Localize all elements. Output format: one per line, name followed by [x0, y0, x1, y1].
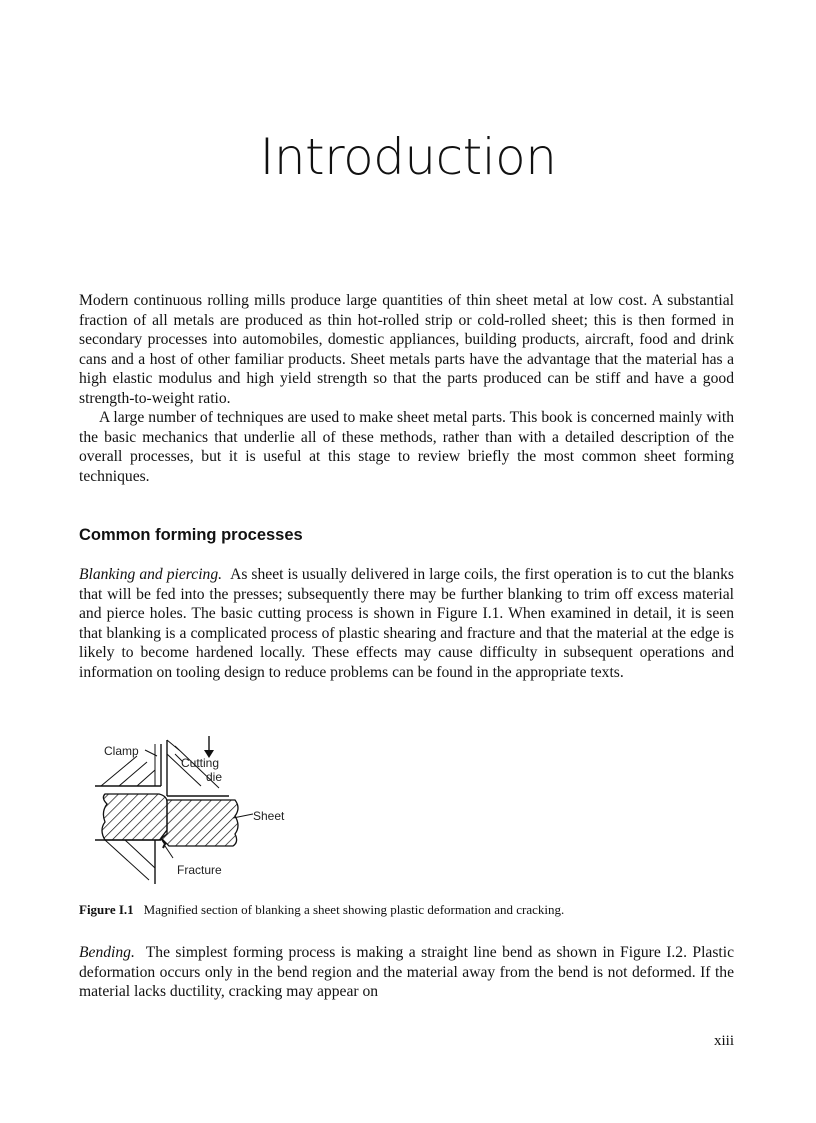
- blanking-text-paragraph: [79, 565, 734, 682]
- bending-text-paragraph: [79, 943, 734, 1002]
- blanking-run-in-heading: Blanking and piercing.: [79, 566, 223, 583]
- fracture-leader: [165, 846, 173, 858]
- blanking-paragraph: [79, 565, 734, 682]
- section-heading: Common forming processes: [79, 526, 303, 544]
- sheet-right-section: [161, 800, 238, 846]
- page-number: xiii: [713, 1033, 734, 1049]
- intro-section: [79, 291, 734, 486]
- sheet-left-section: [102, 794, 167, 840]
- blanking-body-text: As sheet is usually delivered in large coils, the first operation is to cut the blanks that will be fed into the presses; subsequently there may be further blanking to trim off excess material and pierce holes. The basic cutting process is shown in Figure I.1. When examined in detail, it is seen that blanking is a complicated process of plastic shearing and fracture and that the material at the edge is likely to become hardened locally. These effects may cause difficulty in subsequent operations and information on tooling design to reduce problems can be found in the appropriate texts.: [79, 566, 734, 681]
- figure-blanking-diagram: [79, 734, 339, 889]
- cutting-direction-arrow: [204, 736, 214, 758]
- figure-caption: [79, 902, 564, 918]
- lower-die-tool: [95, 840, 161, 884]
- bending-paragraph: [79, 943, 734, 1002]
- label-fracture: Fracture: [177, 863, 222, 877]
- blanking-diagram-svg: [79, 734, 339, 889]
- label-sheet: Sheet: [253, 809, 285, 823]
- label-cutting: Cutting: [181, 756, 220, 770]
- bending-body-text: The simplest forming process is making a straight line bend as shown in Figure I.2. Plastic deformation occurs only in the bend region and the material away from the bend is not deformed. If the material lacks ductility, cracking may appear on: [79, 944, 734, 1000]
- chapter-title: Introduction: [259, 128, 557, 186]
- bending-run-in-heading: Bending.: [79, 944, 135, 961]
- intro-paragraph-2: A large number of techniques are used to make sheet metal parts. This book is concerned mainly with the basic mechanics that underlie all of these methods, rather than with a detailed description of the overall processes, but it is useful at this stage to review briefly the most common sheet forming techniques.: [79, 409, 734, 485]
- label-clamp: Clamp: [104, 744, 139, 758]
- intro-paragraph-1: Modern continuous rolling mills produce large quantities of thin sheet metal at low cost. A substantial fraction of all metals are produced as thin hot-rolled strip or cold-rolled sheet; this is then formed in secondary processes into automobiles, domestic appliances, building products, aircraft, food and drink cans and a host of other familiar products. Sheet metals parts have the advantage that the material has a high elastic modulus and high yield strength so that the parts produced can be stiff and have a good strength-to-weight ratio.: [79, 292, 734, 407]
- caption-number: Figure I.1: [79, 902, 134, 917]
- label-die: die: [206, 770, 223, 784]
- caption-text: Magnified section of blanking a sheet showing plastic deformation and cracking.: [143, 902, 565, 917]
